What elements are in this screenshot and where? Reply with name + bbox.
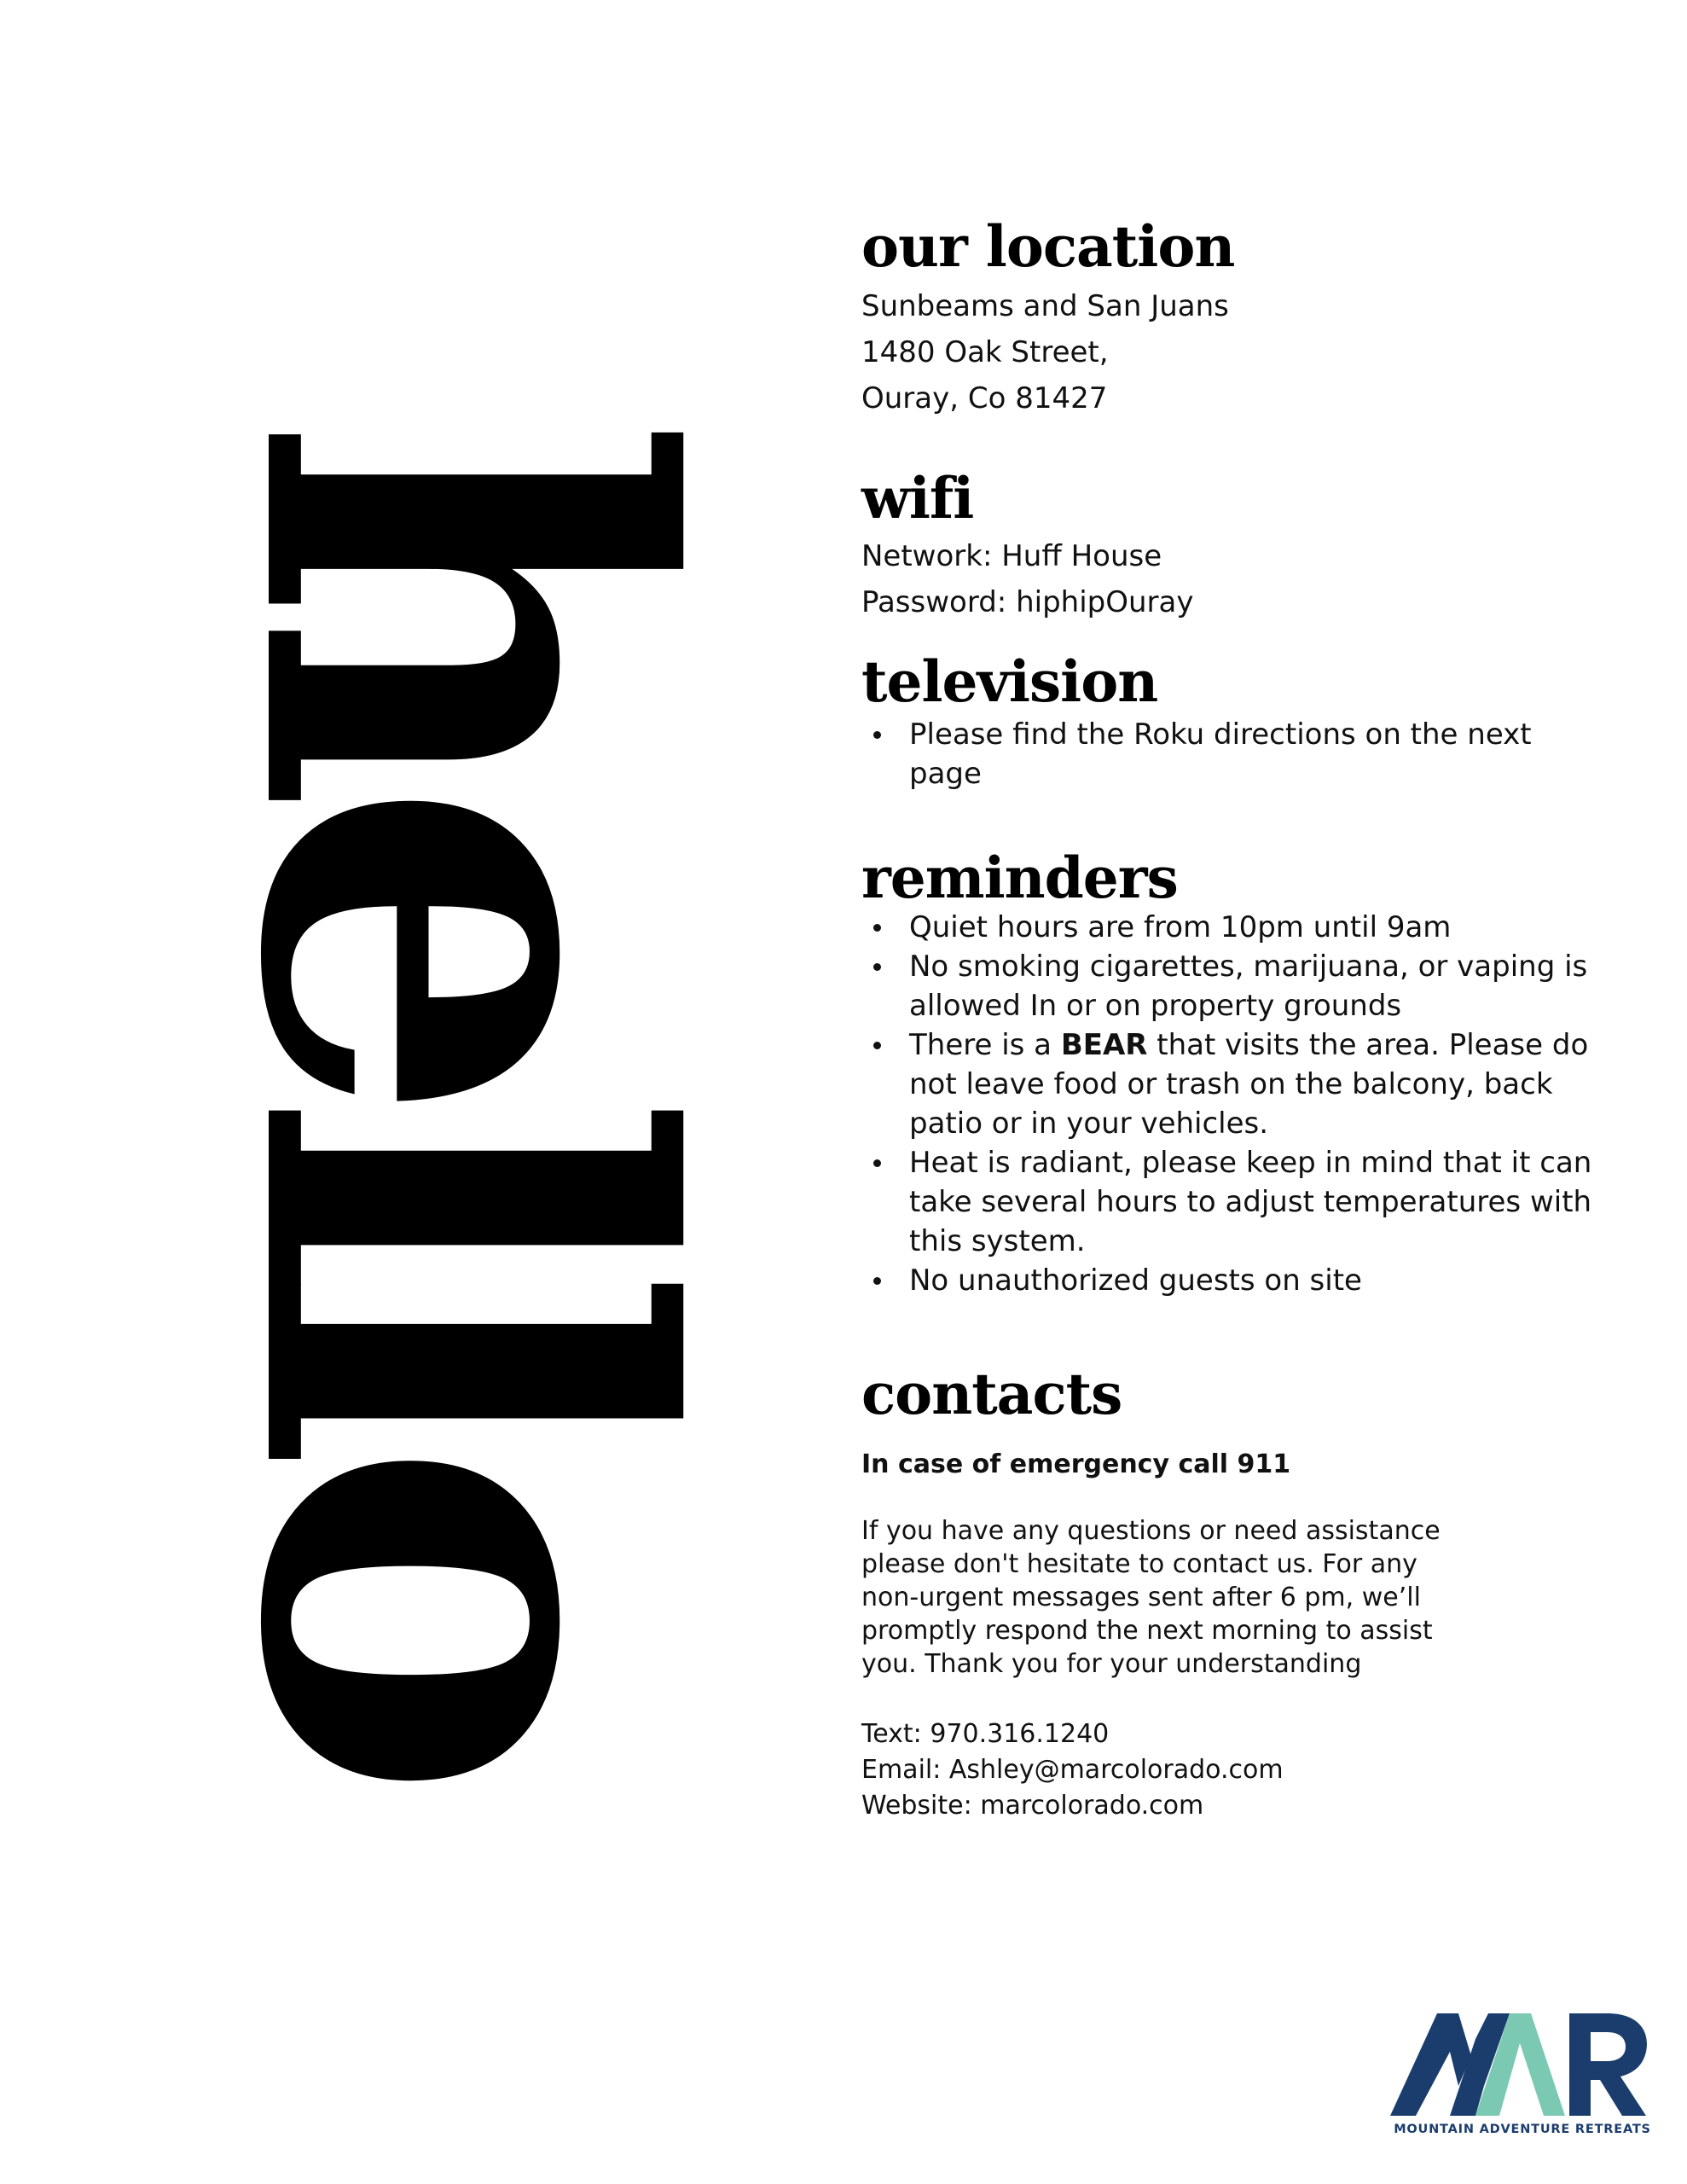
mar-logo: [1390, 2005, 1655, 2150]
list-item: No smoking cigarettes, marijuana, or vaping is allowed In or on property grounds: [861, 947, 1612, 1025]
bullet-icon: [873, 1277, 881, 1285]
reminders-list: [861, 908, 1612, 1300]
hello-word: hello: [140, 415, 781, 1769]
address-line: Sunbeams and San Juans: [861, 289, 1229, 324]
location-section: [861, 213, 1612, 421]
address-line: 1480 Oak Street,: [861, 335, 1109, 370]
logo-caption: MOUNTAIN ADVENTURE RETREATS: [1394, 2123, 1651, 2136]
reminders-heading: reminders: [861, 845, 1178, 911]
television-section: [861, 648, 1612, 793]
bullet-icon: [873, 731, 881, 739]
assistance-note: If you have any questions or need assistance please don't hesitate to contact us. For any non-urgent messages sent after 6 pm, we’ll promptly respond the next morning to assist you. Thank you for your understanding: [861, 1516, 1441, 1680]
wifi-section: [861, 465, 1612, 625]
bear-emphasis: BEAR: [1060, 1028, 1148, 1063]
television-list: [861, 715, 1612, 793]
bullet-icon: [873, 1042, 881, 1049]
wifi-heading: wifi: [861, 465, 974, 531]
contacts-section: [861, 1361, 1612, 1824]
wifi-network: Network: Huff House: [861, 539, 1162, 574]
hello-graphic: [140, 350, 781, 1834]
location-heading: our location: [861, 213, 1235, 280]
wifi-password: Password: hiphipOuray: [861, 585, 1194, 620]
list-item: Quiet hours are from 10pm until 9am: [861, 908, 1612, 947]
reminders-section: [861, 845, 1612, 1300]
bullet-icon: [873, 963, 881, 971]
list-item: Heat is radiant, please keep in mind that it can take several hours to adjust temperatures with this system.: [861, 1143, 1612, 1261]
emergency-note: In case of emergency call 911: [861, 1449, 1291, 1480]
contact-email: Email: Ashley@marcolorado.com: [861, 1755, 1284, 1786]
contact-text: Text: 970.316.1240: [861, 1719, 1110, 1750]
contact-details: [861, 1716, 1612, 1824]
list-item: Please find the Roku directions on the next page: [861, 715, 1612, 793]
contact-website: Website: marcolorado.com: [861, 1791, 1204, 1821]
list-item: No unauthorized guests on site: [861, 1261, 1612, 1300]
address-line: Ouray, Co 81427: [861, 381, 1108, 416]
list-item: There is a BEAR that visits the area. Please do not leave food or trash on the balcony, back patio or in your vehicles.: [861, 1025, 1612, 1143]
television-heading: television: [861, 648, 1158, 715]
wifi-details: [861, 533, 1612, 625]
mar-logo-mark: [1390, 2005, 1655, 2120]
address: [861, 283, 1612, 421]
bullet-icon: [873, 924, 881, 932]
bullet-icon: [873, 1159, 881, 1167]
contacts-heading: contacts: [861, 1361, 1122, 1427]
